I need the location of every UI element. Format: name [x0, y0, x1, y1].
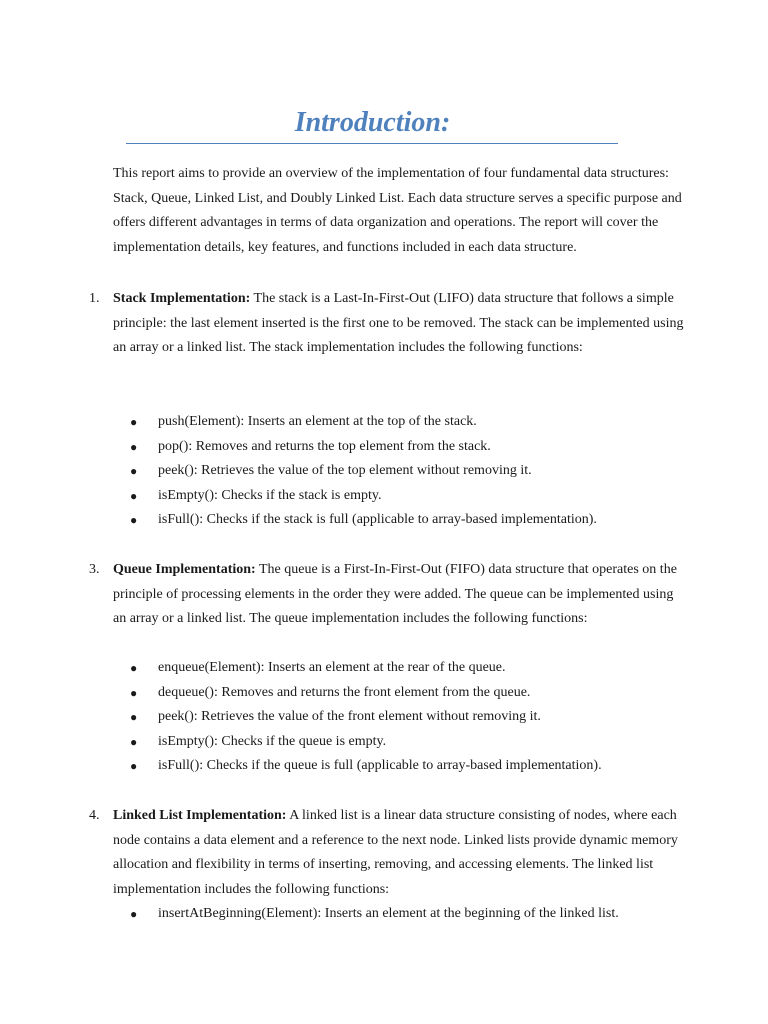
- stack-functions-list: [130, 410, 698, 533]
- list-item: [130, 508, 698, 533]
- section-stack: [89, 287, 688, 361]
- list-item-text: peek(): Retrieves the value of the top element without removing it.: [158, 463, 532, 478]
- page-title: Introduction:: [294, 107, 451, 138]
- section-heading: Stack Implementation:: [113, 291, 251, 306]
- list-item: [130, 902, 698, 927]
- section-number: 1.: [89, 291, 100, 306]
- section-linked-list: [89, 804, 688, 902]
- list-item-text: dequeue(): Removes and returns the front element from the queue.: [158, 684, 531, 700]
- bullet-icon: ●: [130, 710, 138, 724]
- bullet-icon: ●: [130, 439, 138, 454]
- intro-paragraph: This report aims to provide an overview of the implementation of four fundamental data structures: Stack, Queue, Linked List, and Doubly Linked List. Each data structure serves a specific purpose and offers different advantages in terms of data organization and operations. The report will cover the implementation details, key features, and functions included in each data structure.: [113, 166, 682, 255]
- list-item-text: isEmpty(): Checks if the stack is empty.: [158, 487, 382, 503]
- title-underline: [126, 143, 618, 144]
- bullet-icon: ●: [130, 661, 138, 675]
- bullet-icon: ●: [130, 415, 138, 429]
- bullet-icon: ●: [130, 685, 138, 700]
- list-item: [130, 435, 698, 460]
- list-item-text: isFull(): Checks if the stack is full (applicable to array-based implementation).: [158, 512, 597, 527]
- section-text: A linked list is a linear data structure consisting of nodes, where each node contains a data element and a reference to the next node. Linked lists provide dynamic memory allocation and flexibility in terms of inserting, removing, and accessing elements. The linked list implementation includes the following functions:: [113, 808, 678, 897]
- list-item-text: isEmpty(): Checks if the queue is empty.: [158, 733, 387, 749]
- section-text: The stack is a Last-In-First-Out (LIFO) data structure that follows a simple principle: the last element inserted is the first one to be removed. The stack can be implemented using an array or a linked list. The stack implementation includes the following functions:: [113, 291, 684, 355]
- list-item: [130, 681, 698, 706]
- list-item-text: push(Element): Inserts an element at the top of the stack.: [158, 414, 477, 429]
- linked-list-functions-list: [130, 902, 698, 927]
- list-item-text: pop(): Removes and returns the top element from the stack.: [158, 438, 491, 454]
- bullet-icon: ●: [130, 464, 138, 478]
- list-item: [130, 410, 698, 435]
- bullet-icon: ●: [130, 488, 138, 503]
- list-item-text: enqueue(Element): Inserts an element at the rear of the queue.: [158, 660, 506, 675]
- list-item: [130, 656, 698, 681]
- list-item: [130, 730, 698, 755]
- list-item-text: isFull(): Checks if the queue is full (applicable to array-based implementation).: [158, 758, 602, 773]
- list-item: [130, 484, 698, 509]
- section-text: The queue is a First-In-First-Out (FIFO) data structure that operates on the principle of processing elements in the order they were added. The queue can be implemented using an array or a linked list. The queue implementation includes the following functions:: [113, 562, 677, 626]
- bullet-icon: ●: [130, 513, 138, 527]
- section-number: 4.: [89, 808, 100, 823]
- section-number: 3.: [89, 562, 100, 577]
- list-item: [130, 459, 698, 484]
- section-queue: [89, 558, 688, 632]
- section-heading: Queue Implementation:: [113, 562, 256, 577]
- section-heading: Linked List Implementation:: [113, 808, 287, 823]
- list-item: [130, 705, 698, 730]
- queue-functions-list: [130, 656, 698, 779]
- list-item-text: peek(): Retrieves the value of the front element without removing it.: [158, 709, 541, 724]
- list-item-text: insertAtBeginning(Element): Inserts an element at the beginning of the linked list.: [158, 906, 619, 921]
- bullet-icon: ●: [130, 759, 138, 773]
- bullet-icon: ●: [130, 907, 138, 921]
- bullet-icon: ●: [130, 734, 138, 749]
- list-item: [130, 754, 698, 779]
